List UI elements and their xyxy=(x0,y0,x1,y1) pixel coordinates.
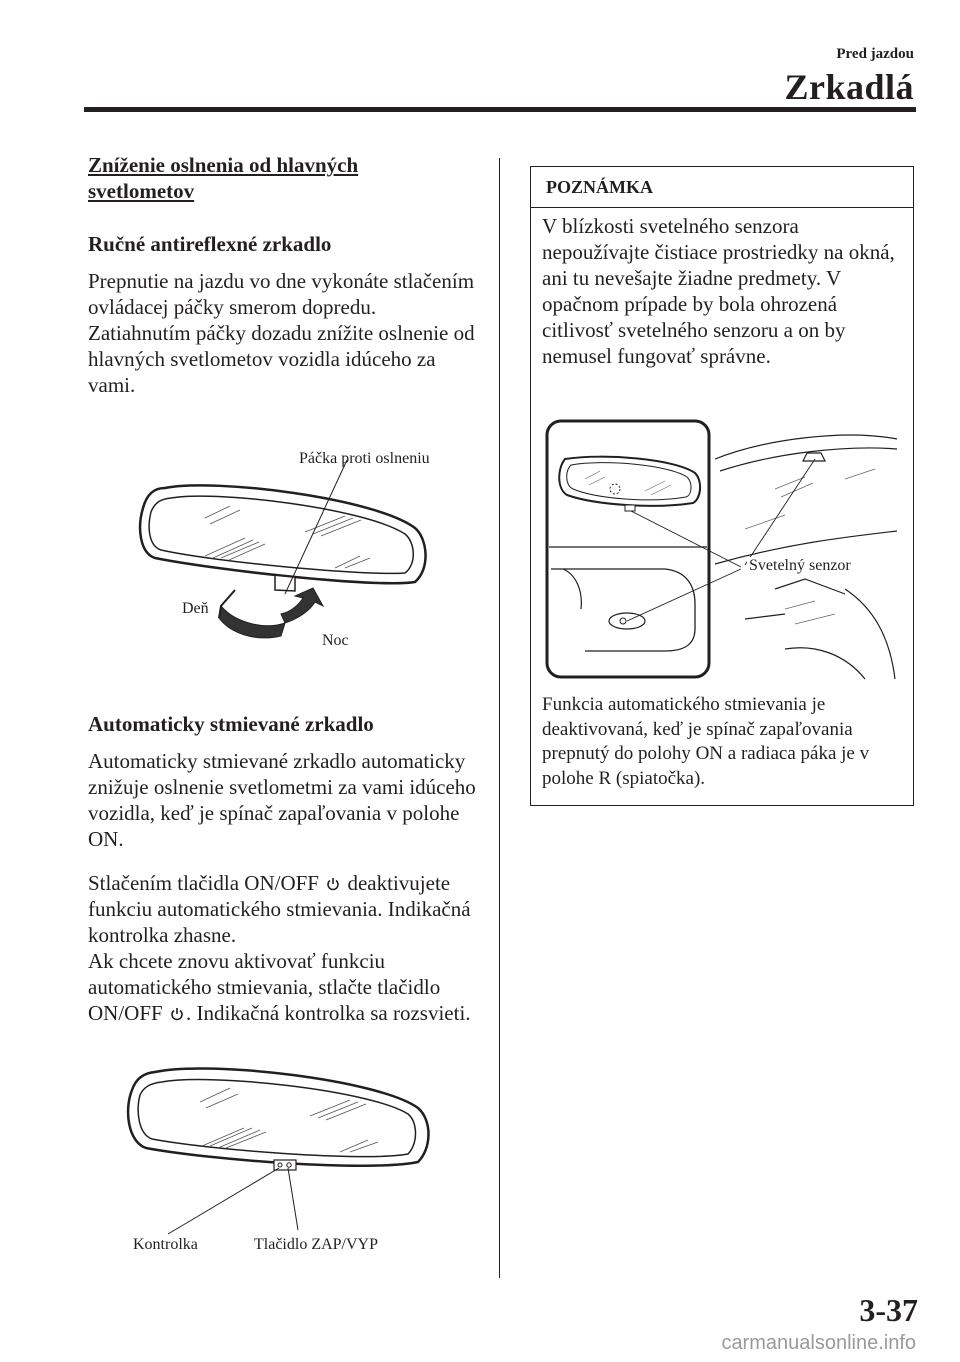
light-sensor-label: Svetelný senzor xyxy=(749,557,851,574)
auto-mirror-instructions xyxy=(88,870,483,1026)
manual-mirror-title: Ručné antireflexné zrkadlo xyxy=(88,232,332,256)
manual-mirror-illustration xyxy=(135,478,435,658)
day-label: Deň xyxy=(182,600,209,617)
note-text: V blízkosti svetelného senzora nepoužívajte čistiace prostriedky na okná, ani tu nevešajte žiadne predmety. V opačnom prípade by bola ohrozená citlivosť svetelného senzoru a on by nemusel fungovať správne. xyxy=(542,214,895,368)
header-rule xyxy=(84,107,916,112)
indicator-label: Kontrolka xyxy=(133,1236,198,1253)
instruction-part-4: . Indikačná kontrolka sa rozsvieti. xyxy=(185,1001,471,1025)
manual-mirror-text: Prepnutie na jazdu vo dne vykonáte stlačením ovládacej páčky smerom dopredu. Zatiahnutím páčky dozadu znížite oslnenie od hlavných svetlometov vozidla idúceho za vami. xyxy=(88,269,475,397)
sensor-illustration xyxy=(545,419,895,679)
power-icon xyxy=(326,871,340,885)
note-subtext: Funkcia automatického stmievania je deaktivovaná, keď je spínač zapaľovania prepnutý do polohy ON a radiaca páka je v polohe R (spiatočka). xyxy=(542,694,870,789)
on-off-button-label: Tlačidlo ZAP/VYP xyxy=(254,1236,378,1253)
auto-mirror-text: Automaticky stmievané zrkadlo automaticky znižuje oslnenie svetlometmi za vami idúceho vozidla, keď je spínač zapaľovania v polohe ON. xyxy=(88,749,476,851)
instruction-part-1: Stlačením tlačidla ON/OFF xyxy=(88,871,319,895)
section-heading: Zníženie oslnenia od hlavných svetlometov xyxy=(88,153,359,203)
note-rule xyxy=(531,207,913,208)
power-icon xyxy=(170,1001,184,1015)
instruction-part-3: Ak chcete znovu aktivovať funkciu automatického stmievania, stlačte tlačidlo ON/OFF xyxy=(88,949,441,1025)
chapter-title: Zrkadlá xyxy=(784,67,914,107)
instruction-part-2: deaktivujete funkciu automatického stmievania. Indikačná kontrolka zhasne. xyxy=(88,871,471,947)
section-title: Pred jazdou xyxy=(836,46,914,62)
page-number: 3-37 xyxy=(859,1292,918,1328)
watermark: carmanualsonline.info xyxy=(721,1332,916,1354)
lever-label: Páčka proti oslneniu xyxy=(299,450,430,467)
note-title: POZNÁMKA xyxy=(546,177,653,197)
note-box xyxy=(530,166,914,806)
auto-mirror-title: Automaticky stmievané zrkadlo xyxy=(88,712,374,736)
column-divider xyxy=(499,158,500,1278)
night-label: Noc xyxy=(322,632,349,649)
auto-mirror-illustration xyxy=(120,1060,430,1240)
